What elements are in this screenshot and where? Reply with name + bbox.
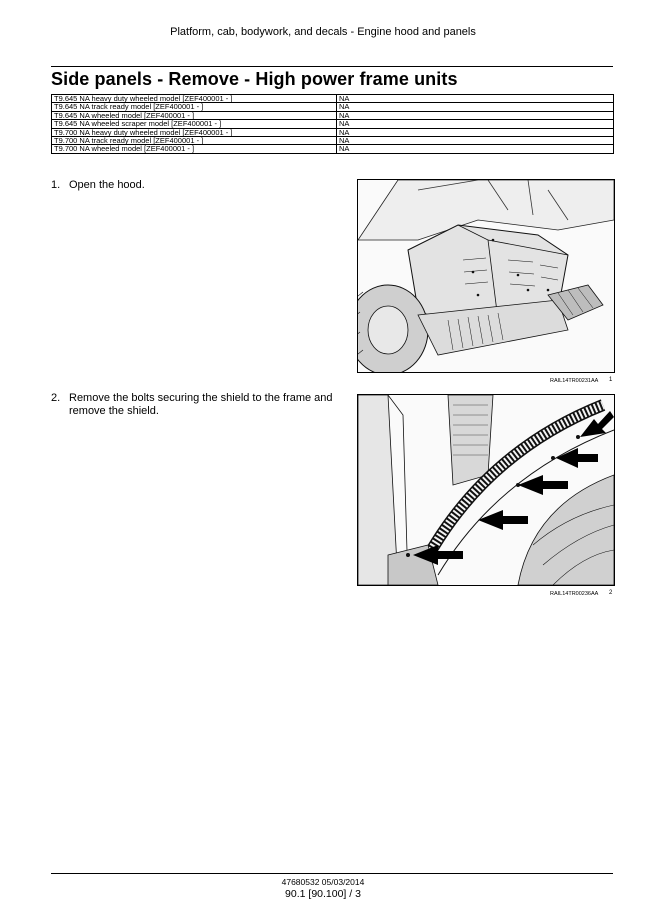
model-name-cell: T9.700 NA heavy duty wheeled model [ZEF400001 - ] bbox=[52, 128, 337, 136]
figure-1-tractor-hood-open-illustration bbox=[357, 179, 615, 373]
model-value-cell: NA bbox=[337, 145, 614, 153]
figure-2-caption: RAIL14TR00236AA bbox=[550, 591, 599, 597]
model-name-cell: T9.645 NA wheeled model [ZEF400001 - ] bbox=[52, 111, 337, 119]
step-number: 1. bbox=[51, 179, 61, 191]
step-1 bbox=[51, 179, 341, 192]
footer-doc-number: 47680532 05/03/2014 bbox=[281, 877, 365, 887]
figure-2-number: 2 bbox=[609, 590, 613, 596]
model-name-cell: T9.700 NA wheeled model [ZEF400001 - ] bbox=[52, 145, 337, 153]
model-value-cell: NA bbox=[337, 128, 614, 136]
model-value-cell: NA bbox=[337, 95, 614, 103]
model-value-cell: NA bbox=[337, 120, 614, 128]
model-name-cell: T9.645 NA wheeled scraper model [ZEF400001 - ] bbox=[52, 120, 337, 128]
title-rule bbox=[51, 66, 613, 67]
model-name-cell: T9.700 NA track ready model [ZEF400001 - ] bbox=[52, 136, 337, 144]
footer-page-number: 90.1 [90.100] / 3 bbox=[285, 888, 361, 900]
figure-2-side-shield-bolts-illustration bbox=[357, 394, 615, 586]
step-text: Remove the bolts securing the shield to the frame and remove the shield. bbox=[69, 392, 333, 417]
model-name-cell: T9.645 NA heavy duty wheeled model [ZEF400001 - ] bbox=[52, 95, 337, 103]
figure-1-number: 1 bbox=[609, 377, 613, 383]
section-title: Side panels - Remove - High power frame units bbox=[51, 69, 458, 89]
page-header: Platform, cab, bodywork, and decals - Engine hood and panels bbox=[170, 26, 476, 38]
model-applicability-table bbox=[51, 94, 614, 154]
model-row bbox=[52, 120, 614, 128]
step-text: Open the hood. bbox=[69, 179, 145, 191]
model-value-cell: NA bbox=[337, 103, 614, 111]
figure-1-caption: RAIL14TR00231AA bbox=[550, 378, 599, 384]
model-value-cell: NA bbox=[337, 136, 614, 144]
footer-rule bbox=[51, 873, 613, 874]
model-name-cell: T9.645 NA track ready model [ZEF400001 - ] bbox=[52, 103, 337, 111]
model-value-cell: NA bbox=[337, 111, 614, 119]
model-row bbox=[52, 145, 614, 153]
step-number: 2. bbox=[51, 392, 61, 404]
step-2 bbox=[51, 392, 341, 418]
